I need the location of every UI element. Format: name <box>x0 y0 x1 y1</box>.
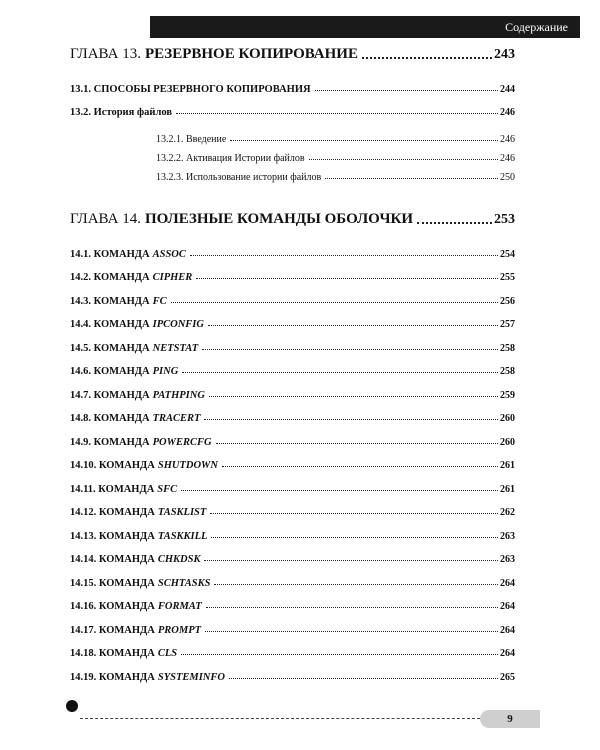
entry-number: 14.1. <box>70 248 91 260</box>
entry-number: 14.9. <box>70 436 91 448</box>
entry-number: 14.7. <box>70 389 91 401</box>
entry-title: КОМАНДА <box>93 366 150 377</box>
toc-entry-14-13[interactable] <box>70 518 515 542</box>
chapter-prefix: ГЛАВА 14. <box>70 211 141 227</box>
footer-rule <box>80 718 480 719</box>
toc-entry-13-2-3[interactable] <box>156 164 515 183</box>
entry-number: 13.2.1. <box>156 134 184 145</box>
entry-page: 263 <box>500 530 515 542</box>
toc-entry-14-15[interactable] <box>70 565 515 589</box>
entry-page: 258 <box>500 366 515 377</box>
command-name: PATHPING <box>152 389 205 401</box>
entry-page: 261 <box>500 460 515 471</box>
entry-title: КОМАНДА <box>98 460 155 471</box>
entry-page: 260 <box>500 413 515 424</box>
dot-leader <box>216 443 498 444</box>
command-name: SCHTASKS <box>157 577 211 589</box>
toc-entry-14-17[interactable] <box>70 612 515 636</box>
toc-entry-14-16[interactable] <box>70 589 515 613</box>
command-name: CLS <box>157 648 178 659</box>
command-name: NETSTAT <box>152 342 199 354</box>
command-name: TASKKILL <box>157 530 208 542</box>
toc-entry-14-10[interactable] <box>70 448 515 472</box>
command-name: CHKDSK <box>157 554 201 565</box>
entry-title: КОМАНДА <box>98 601 155 612</box>
entry-number: 14.11. <box>70 483 96 495</box>
page-number-badge <box>480 710 540 728</box>
entry-title: КОМАНДА <box>93 272 150 283</box>
dot-leader <box>222 466 498 467</box>
entry-page: 246 <box>500 107 515 118</box>
dot-leader <box>362 57 492 59</box>
entry-number: 13.2. <box>70 107 91 118</box>
entry-number: 13.1. <box>70 83 91 95</box>
entry-number: 14.4. <box>70 319 91 330</box>
toc-entry-14-18[interactable] <box>70 636 515 660</box>
dot-leader <box>208 325 498 326</box>
command-name: IPCONFIG <box>152 319 204 330</box>
page-number: 9 <box>507 713 513 725</box>
dot-leader <box>171 302 498 303</box>
entry-page: 264 <box>500 601 515 612</box>
entry-title: Введение <box>186 134 227 145</box>
chapter-title: РЕЗЕРВНОЕ КОПИРОВАНИЕ <box>144 46 358 62</box>
command-name: FC <box>152 295 167 307</box>
toc-entry-14-6[interactable] <box>70 354 515 378</box>
entry-title: КОМАНДА <box>93 295 150 307</box>
entry-page: 246 <box>500 153 515 164</box>
dot-leader <box>204 419 498 420</box>
toc-entry-14-2[interactable] <box>70 260 515 284</box>
entry-number: 14.15. <box>70 577 97 589</box>
chapter-title: ПОЛЕЗНЫЕ КОМАНДЫ ОБОЛОЧКИ <box>144 211 414 227</box>
entry-page: 263 <box>500 554 515 565</box>
command-name: SYSTEMINFO <box>157 671 225 683</box>
entry-title: Использование истории файлов <box>186 172 322 183</box>
toc-entry-14-11[interactable] <box>70 471 515 495</box>
dot-leader <box>210 513 498 514</box>
entry-page: 254 <box>500 248 515 260</box>
entry-number: 14.19. <box>70 671 97 683</box>
chapter-page: 243 <box>494 47 515 62</box>
dot-leader <box>229 678 498 679</box>
toc-entry-14-3[interactable] <box>70 283 515 307</box>
dot-leader <box>205 631 498 632</box>
dot-leader <box>196 278 498 279</box>
entry-number: 14.2. <box>70 272 91 283</box>
entry-number: 14.14. <box>70 554 97 565</box>
command-name: SFC <box>157 483 178 495</box>
command-name: CIPHER <box>152 272 193 283</box>
toc-entry-14-1[interactable] <box>70 236 515 260</box>
entry-number: 13.2.3. <box>156 172 184 183</box>
entry-number: 14.17. <box>70 624 97 636</box>
dot-leader <box>211 537 498 538</box>
running-header-title: Содержание <box>505 20 568 34</box>
entry-page: 244 <box>500 83 515 95</box>
entry-title: КОМАНДА <box>98 624 155 636</box>
entry-number: 14.5. <box>70 342 91 354</box>
command-name: PING <box>152 366 179 377</box>
entry-page: 264 <box>500 624 515 636</box>
entry-title: СПОСОБЫ РЕЗЕРВНОГО КОПИРОВАНИЯ <box>93 83 311 95</box>
entry-number: 14.16. <box>70 601 97 612</box>
entry-number: 14.10. <box>70 460 97 471</box>
entry-page: 260 <box>500 436 515 448</box>
entry-title: КОМАНДА <box>93 389 150 401</box>
entry-page: 250 <box>500 172 515 183</box>
dot-leader <box>181 490 498 491</box>
entry-page: 256 <box>500 295 515 307</box>
entry-title: КОМАНДА <box>93 248 150 260</box>
entry-page: 264 <box>500 648 515 659</box>
entry-page: 246 <box>500 134 515 145</box>
toc-entry-14-4[interactable] <box>70 307 515 331</box>
table-of-contents <box>70 40 515 683</box>
entry-title: КОМАНДА <box>98 671 155 683</box>
toc-entry-13-1[interactable] <box>70 71 515 95</box>
toc-entry-13-2-2[interactable] <box>156 145 515 164</box>
chapter-prefix: ГЛАВА 13. <box>70 46 141 62</box>
toc-entry-14-14[interactable] <box>70 542 515 566</box>
footer-bullet-icon <box>66 700 78 712</box>
command-name: PROMPT <box>157 624 202 636</box>
toc-entry-13-2[interactable] <box>70 95 515 119</box>
entry-title: История файлов <box>93 107 173 118</box>
entry-number: 14.13. <box>70 530 97 542</box>
entry-page: 257 <box>500 319 515 330</box>
entry-number: 14.18. <box>70 648 97 659</box>
entry-page: 255 <box>500 272 515 283</box>
entry-page: 265 <box>500 671 515 683</box>
entry-number: 14.3. <box>70 295 91 307</box>
toc-entry-14-7[interactable] <box>70 377 515 401</box>
dot-leader <box>209 396 498 397</box>
dot-leader <box>214 584 498 585</box>
entry-page: 258 <box>500 342 515 354</box>
entry-page: 264 <box>500 577 515 589</box>
dot-leader <box>230 140 498 141</box>
dot-leader <box>206 607 498 608</box>
entry-title: КОМАНДА <box>93 413 150 424</box>
chapter-13-heading[interactable] <box>70 46 515 63</box>
dot-leader <box>190 255 498 256</box>
toc-entry-14-8[interactable] <box>70 401 515 425</box>
entry-title: КОМАНДА <box>98 483 155 495</box>
entry-number: 13.2.2. <box>156 153 184 164</box>
dot-leader <box>417 222 492 224</box>
toc-entry-14-19[interactable] <box>70 659 515 683</box>
toc-entry-14-5[interactable] <box>70 330 515 354</box>
dot-leader <box>204 560 498 561</box>
entry-title: Активация Истории файлов <box>186 153 305 164</box>
dot-leader <box>309 159 498 160</box>
toc-entry-13-2-1[interactable] <box>156 126 515 145</box>
dot-leader <box>325 178 498 179</box>
entry-page: 259 <box>500 389 515 401</box>
entry-title: КОМАНДА <box>98 530 155 542</box>
command-name: ASSOC <box>152 248 186 260</box>
dot-leader <box>202 349 498 350</box>
entry-title: КОМАНДА <box>98 648 155 659</box>
entry-title: КОМАНДА <box>98 507 155 518</box>
running-header <box>150 16 580 38</box>
entry-title: КОМАНДА <box>98 554 155 565</box>
chapter-14-heading[interactable] <box>70 211 515 228</box>
command-name: TRACERT <box>152 413 201 424</box>
entry-number: 14.8. <box>70 413 91 424</box>
command-name: SHUTDOWN <box>157 460 218 471</box>
entry-title: КОМАНДА <box>93 319 150 330</box>
toc-entry-14-12[interactable] <box>70 495 515 519</box>
entry-page: 262 <box>500 507 515 518</box>
dot-leader <box>315 90 498 91</box>
entry-title: КОМАНДА <box>93 436 150 448</box>
entry-page: 261 <box>500 483 515 495</box>
entry-number: 14.6. <box>70 366 91 377</box>
chapter-page: 253 <box>494 212 515 227</box>
entry-title: КОМАНДА <box>98 577 155 589</box>
command-name: FORMAT <box>157 601 202 612</box>
toc-entry-14-9[interactable] <box>70 424 515 448</box>
dot-leader <box>181 654 498 655</box>
dot-leader <box>182 372 498 373</box>
dot-leader <box>176 113 498 114</box>
command-name: TASKLIST <box>157 507 207 518</box>
entry-number: 14.12. <box>70 507 97 518</box>
entry-title: КОМАНДА <box>93 342 150 354</box>
command-name: POWERCFG <box>152 436 212 448</box>
